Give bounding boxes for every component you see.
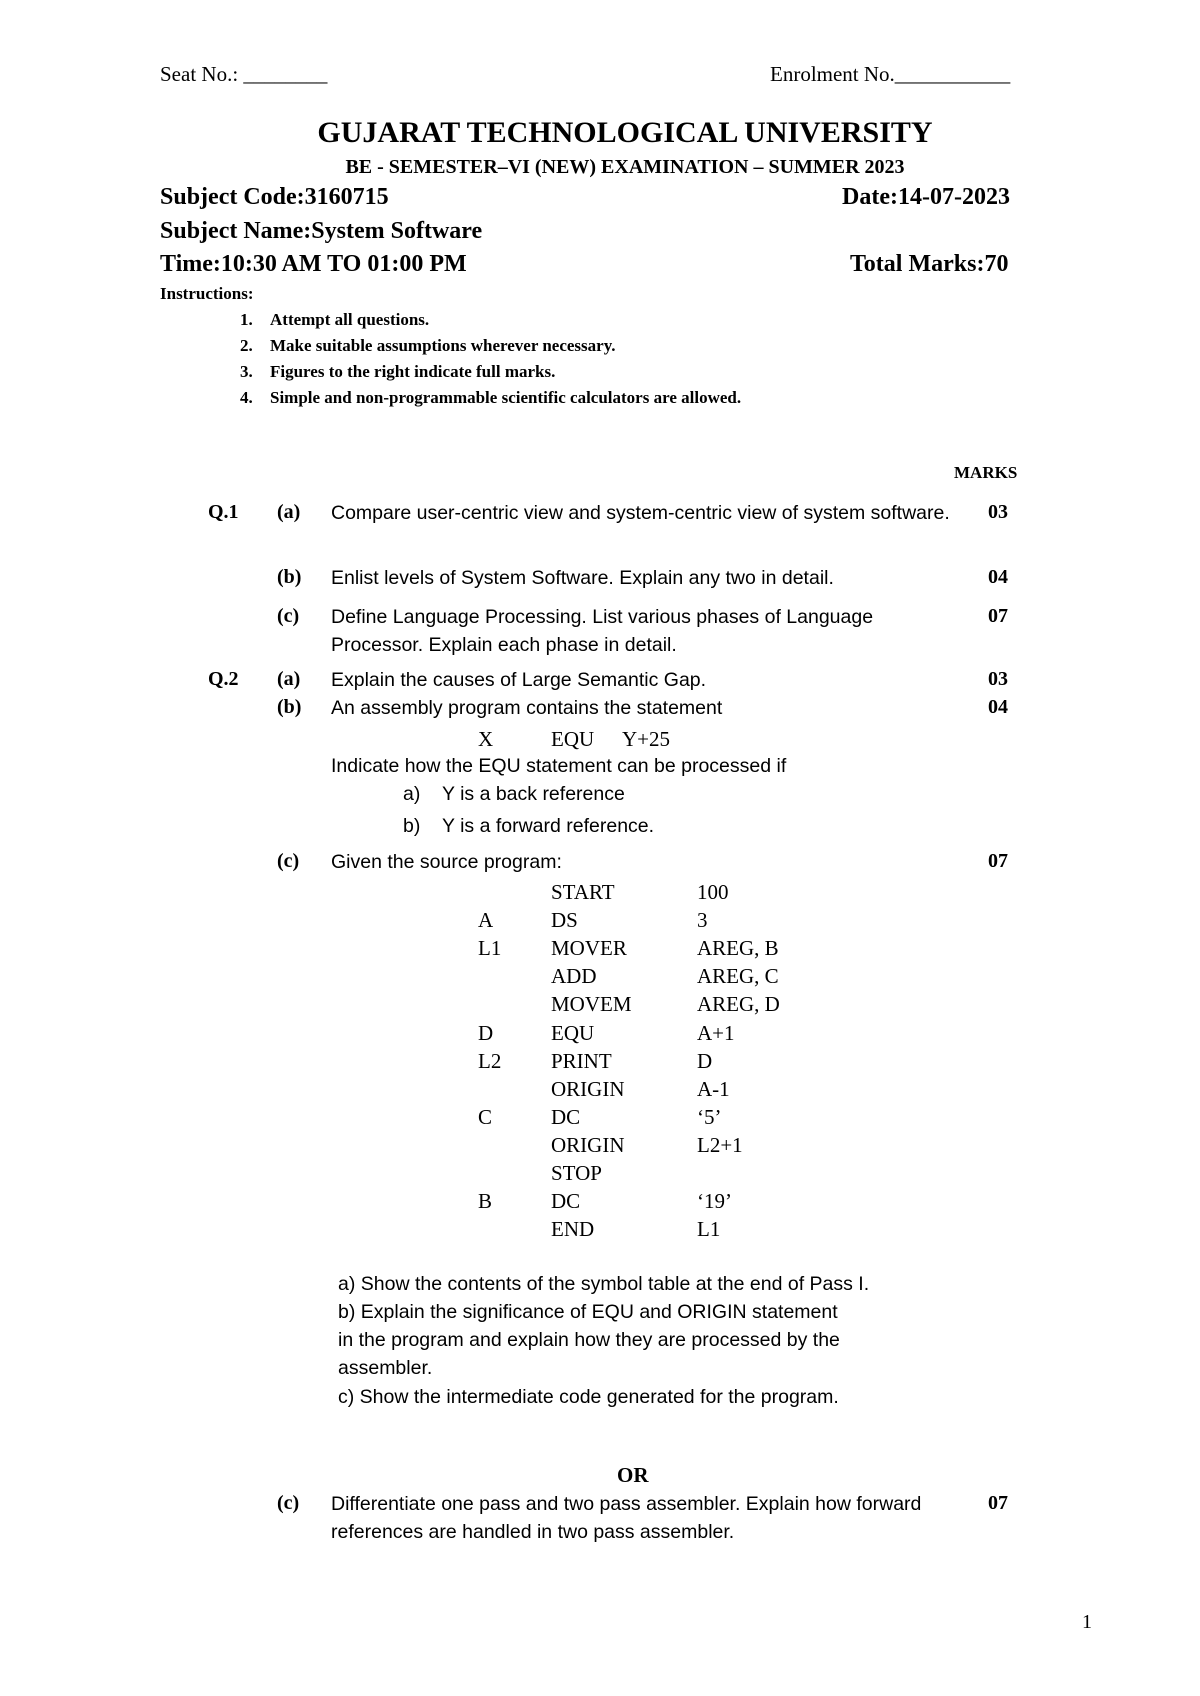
enrolment-number: Enrolment No.___________ — [770, 62, 1011, 86]
task-line: a) Show the contents of the symbol table at the end of Pass I. — [338, 1273, 870, 1295]
program-opcode: PRINT — [551, 1048, 612, 1073]
question-text: Differentiate one pass and two pass assembler. Explain how forward references are handled in two pass assembler. — [331, 1493, 922, 1543]
instruction-number: 4. — [240, 388, 253, 407]
question-text: Define Language Processing. List various phases of Language Processor. Explain each phase in detail. — [331, 606, 874, 656]
question-text: Explain the causes of Large Semantic Gap. — [331, 669, 707, 691]
program-opcode: DS — [551, 908, 578, 933]
program-operand: ‘5’ — [697, 1104, 722, 1129]
exam-time: Time:10:30 AM TO 01:00 PM — [160, 251, 467, 277]
exam-title: BE - SEMESTER–VI (NEW) EXAMINATION – SUMMER 2023 — [345, 156, 905, 178]
program-opcode: ORIGIN — [551, 1132, 625, 1157]
program-opcode: ORIGIN — [551, 1076, 625, 1101]
program-operand: L1 — [697, 1217, 721, 1242]
subject-name: Subject Name:System Software — [160, 218, 483, 244]
seat-number: Seat No.: ________ — [160, 62, 328, 86]
question-marks: 07 — [988, 605, 1008, 627]
instruction-item — [240, 336, 940, 362]
program-opcode: START — [551, 880, 615, 904]
program-operand: AREG, C — [697, 964, 779, 989]
task-line: b) Explain the significance of EQU and ORIGIN statement — [338, 1301, 838, 1323]
question-marks: 04 — [988, 696, 1008, 718]
program-operand: AREG, B — [697, 936, 779, 961]
page-number: 1 — [1082, 1611, 1092, 1633]
question-number: Q.1 — [208, 501, 239, 523]
question-text: Compare user-centric view and system-centric view of system software. — [331, 502, 950, 524]
sub-item-text: Y is a forward reference. — [442, 815, 655, 837]
program-opcode: EQU — [551, 1020, 595, 1045]
instruction-item — [240, 310, 940, 336]
question-text: An assembly program contains the statement — [331, 697, 723, 719]
task-line: assembler. — [338, 1357, 433, 1379]
program-opcode: ADD — [551, 964, 597, 989]
question-part: (c) — [277, 850, 300, 872]
program-operand: A+1 — [697, 1020, 735, 1045]
question-part: (c) — [277, 1492, 300, 1514]
question-marks: 07 — [988, 850, 1008, 872]
question-marks: 04 — [988, 566, 1008, 588]
statement-opcode: EQU — [551, 727, 595, 751]
program-opcode: STOP — [551, 1161, 602, 1185]
question-text: Indicate how the EQU statement can be processed if — [331, 755, 787, 777]
instruction-number: 1. — [240, 310, 253, 329]
question-number: Q.2 — [208, 668, 239, 690]
exam-date: Date:14-07-2023 — [842, 184, 1010, 210]
instruction-text: Figures to the right indicate full marks. — [270, 362, 556, 381]
instruction-item — [240, 388, 940, 414]
question-part: (b) — [277, 696, 302, 718]
university-title: GUJARAT TECHNOLOGICAL UNIVERSITY — [317, 116, 933, 149]
instruction-number: 2. — [240, 336, 253, 355]
instruction-text: Make suitable assumptions wherever necessary. — [270, 336, 616, 355]
program-operand: D — [697, 1048, 713, 1073]
program-operand: L2+1 — [697, 1132, 743, 1157]
question-marks: 07 — [988, 1492, 1008, 1514]
question-text: Enlist levels of System Software. Explain any two in detail. — [331, 567, 834, 589]
program-operand: ‘19’ — [697, 1189, 732, 1214]
question-part: (a) — [277, 668, 301, 690]
program-opcode: DC — [551, 1104, 581, 1129]
program-label: B — [478, 1189, 493, 1214]
program-operand: 100 — [697, 880, 729, 904]
question-text: Given the source program: — [331, 851, 562, 873]
program-opcode: DC — [551, 1189, 581, 1214]
question-marks: 03 — [988, 501, 1008, 523]
program-opcode: END — [551, 1217, 595, 1242]
question-part: (c) — [277, 605, 300, 627]
instructions-label: Instructions: — [160, 284, 254, 303]
program-opcode: MOVEM — [551, 992, 632, 1017]
program-label: D — [478, 1020, 494, 1045]
program-operand: 3 — [697, 908, 708, 933]
task-line: c) Show the intermediate code generated for the program. — [338, 1386, 839, 1408]
program-opcode: MOVER — [551, 936, 627, 961]
question-marks: 03 — [988, 668, 1008, 690]
program-operand: AREG, D — [697, 992, 780, 1017]
question-part: (b) — [277, 566, 302, 588]
instruction-number: 3. — [240, 362, 253, 381]
instruction-text: Simple and non-programmable scientific calculators are allowed. — [270, 388, 742, 407]
sub-item-number: b) — [403, 815, 421, 837]
statement-operand: Y+25 — [622, 727, 671, 751]
instruction-item — [240, 362, 940, 388]
instruction-text: Attempt all questions. — [270, 310, 430, 329]
program-label: A — [478, 908, 494, 933]
question-part: (a) — [277, 501, 301, 523]
program-label: C — [478, 1104, 493, 1129]
or-separator: OR — [617, 1463, 649, 1487]
program-label: L2 — [478, 1048, 502, 1073]
task-line: in the program and explain how they are processed by the — [338, 1329, 840, 1351]
total-marks: Total Marks:70 — [850, 251, 1009, 277]
marks-column-header: MARKS — [954, 463, 1018, 482]
subject-code: Subject Code:3160715 — [160, 184, 389, 210]
sub-item-text: Y is a back reference — [442, 783, 625, 805]
program-label: L1 — [478, 936, 502, 961]
statement-label: X — [478, 727, 494, 751]
sub-item-number: a) — [403, 783, 421, 805]
program-operand: A-1 — [697, 1076, 730, 1101]
